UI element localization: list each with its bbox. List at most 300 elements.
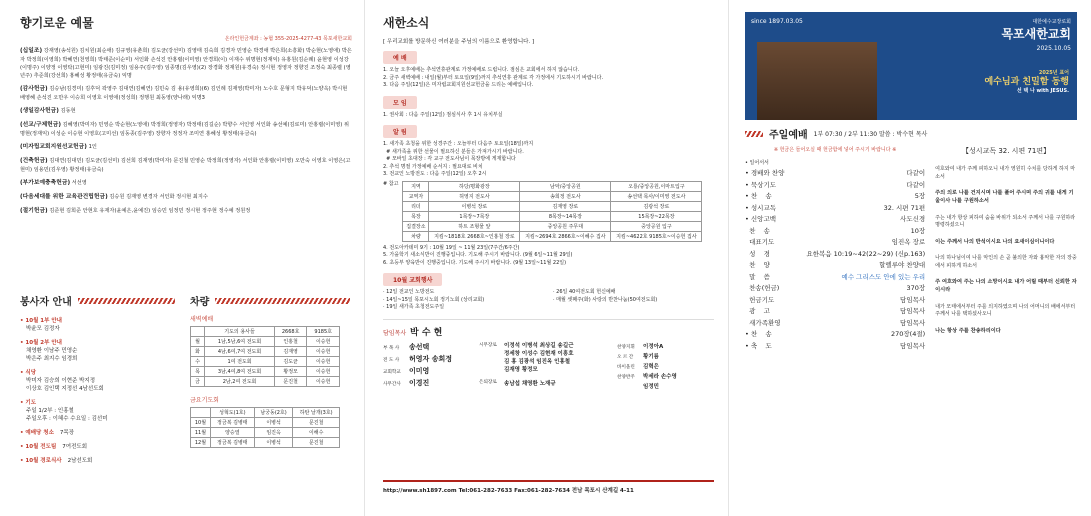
table-cell: 월	[191, 337, 205, 347]
year-motto	[984, 70, 1069, 95]
offering-names: 강재영(송석원) 김치원(최순애) 김규영(유춘희) 김도균(강선미) 김영태 김숙희 김경자 민영순 박경애 박은희(소흥화) 박순현(노영애) 박은자 박정희(이영희) 박혜연(천영희) 박태준(이순미) 서인화 손석진 안홍렬(이미영) 안경희(이) 이재수 위명현(정재익) 유홍원(김순례) 윤현영 이성강(이명주) 이양정 이영탁(고현미) 임광진(김미정) 임용주(김주영) 임종명(김우영)(2) 장경화 정재원(유경숙) 정시현 정영자 정향진 조정숙 최종렬 (영년주) 추준희(강선희) 홍혜성 황정태(유금숙) 익명	[20, 48, 352, 80]
order-value: 담임목사	[900, 295, 926, 304]
table-cell: 이해수	[293, 428, 340, 438]
staff-grid	[383, 342, 714, 392]
elders-col	[479, 342, 609, 392]
table-header-cell: 오룡/중앙공원,이마트입구	[611, 181, 702, 191]
pastor-label: 담임목사	[383, 329, 407, 337]
list-line: · 14일~15일 목포시노회 정기노회 (상리교회)	[383, 296, 485, 303]
offering-note: ※ 헌금은 들어오실 때 헌금함에 넣어 주시기 바랍니다 ※	[773, 147, 897, 153]
table-cell: 금	[191, 377, 205, 387]
list-line: # 새가족을 위한 선물이 필요하신 분들은 가져가시기 바랍니다.	[383, 148, 524, 155]
order-label: • 경배와 찬양	[745, 169, 785, 177]
table-cell: 이승헌	[307, 347, 340, 357]
table-header-cell: 남궁동(2호)	[254, 408, 293, 418]
table-header-cell: 기도의 용사들	[205, 327, 275, 337]
evangelism-block	[383, 181, 714, 242]
reading-col	[935, 146, 1077, 352]
list-line: · 매월 셋째주(화) 사랑의 반찬나눔(50여전도회)	[553, 296, 658, 303]
music-role: 오 르 간	[617, 354, 634, 360]
order-value: 다같이	[906, 169, 926, 177]
meeting-notice: 1. 권사회 : 다음 주일(12일) 점심식사 후 1시 유치부실	[383, 111, 503, 118]
responsive-reading	[935, 166, 1077, 336]
volunteer-item	[20, 316, 175, 332]
reading-verse: 주의 의로 나를 건지시며 나를 풀어 주시며 주의 귀를 내게 기울이사 나를 구원하소서	[935, 190, 1074, 204]
order-label: • 성시교독	[745, 203, 777, 212]
order-value: 할렐루야 찬양대	[879, 261, 926, 270]
list-line: · 12일 전교인 노방전도	[383, 289, 435, 295]
table-header-cell: 하당/평화광장	[429, 181, 520, 191]
table-cell: 하트 조형물 앞	[429, 221, 520, 231]
table-row	[403, 201, 702, 211]
music-role: 바이올린	[617, 364, 635, 370]
announcement-list	[383, 141, 714, 179]
music-role: 찬양지휘	[617, 344, 635, 350]
tag-announcement: 알 림	[383, 125, 417, 138]
table-cell: 송선택 목사/이미영 전도사	[611, 191, 702, 201]
order-value: 사도신경	[900, 215, 926, 224]
volunteer-panel	[20, 293, 175, 470]
staff-row	[383, 342, 471, 352]
since-date: since 1897.03.05	[751, 18, 803, 25]
table-cell: 교역자	[403, 191, 429, 201]
order-item	[745, 203, 925, 215]
order-value: 예수 그리스도 안에 있는 우리	[841, 272, 926, 281]
order-item	[745, 283, 925, 295]
offering-section	[20, 143, 352, 152]
volunteer-item	[20, 368, 175, 392]
elders-label: 시무장로	[479, 342, 497, 348]
music-row	[617, 342, 677, 350]
table-header-cell	[191, 408, 211, 418]
order-item	[745, 306, 925, 318]
table-cell: 문진철	[274, 377, 307, 387]
volunteer-value: 7여전도회	[62, 444, 88, 450]
offering-section	[20, 157, 352, 174]
order-item	[745, 226, 925, 238]
volunteer-line: 이상호 김인택 지정선 4남선도회	[26, 386, 104, 392]
motto-label: 2025년 표어	[1038, 70, 1069, 76]
table-header-cell	[191, 327, 205, 337]
music-name: 박세라 손수영	[643, 373, 677, 380]
offering-section	[20, 47, 352, 80]
list-line: 1. 새가족 초청을 위한 성경주간 : 오늘부터 다음주 토요일(18일)까지	[383, 141, 534, 147]
table-row	[191, 428, 340, 438]
order-label: 광 고	[745, 307, 770, 316]
church-banner	[745, 12, 1077, 120]
events-left	[383, 289, 533, 312]
table-cell: 김재영 장로	[520, 201, 611, 211]
table-row	[403, 221, 702, 231]
table-cell: 리더	[403, 201, 429, 211]
table-header-row	[403, 181, 702, 191]
table-cell: 이승헌	[307, 357, 340, 367]
offering-head: (건축헌금)	[20, 158, 48, 165]
table-cell: 이병석	[254, 418, 293, 428]
order-item	[745, 237, 925, 249]
table-header-cell: 하탄 날개(3호)	[293, 408, 340, 418]
table-row	[191, 357, 340, 367]
reading-verse: 내가 모태에서부터 주를 의지하였으며 나의 어머니의 배에서부터 주께서 나를 택하셨사오니	[935, 303, 1076, 318]
table-cell: 황정모	[274, 367, 307, 377]
table-cell: 2남,2여 전도회	[205, 377, 275, 387]
volunteer-item	[20, 428, 175, 436]
worship-header	[745, 126, 1077, 141]
volunteer-heading	[20, 293, 175, 308]
order-item	[745, 295, 925, 307]
order-label: 찬 송	[745, 226, 770, 235]
hatch-decoration	[745, 131, 763, 137]
reading-title: 【성시교독 32. 시편 71편】	[962, 147, 1051, 155]
order-value: 370장	[906, 284, 926, 293]
reading-verse: 주 여호와여 주는 나의 소망이시요 내가 어릴 때부터 신뢰한 자이시라	[935, 279, 1077, 294]
car-heading	[190, 293, 350, 308]
table-cell: 김재영	[274, 347, 307, 357]
volunteer-head: • 식당	[20, 370, 37, 376]
order-label: • 신앙고백	[745, 215, 777, 224]
list-line: # 모바일 초대장 : 각 교구 전도사님이 목장방에 게재합니다	[383, 156, 516, 162]
tag-worship: 예 배	[383, 51, 417, 64]
music-staff	[617, 342, 677, 392]
offering-head: (절기헌금)	[20, 208, 48, 215]
offering-names: 김혜영(박미자) 민영순 박순현(노영애) 박정희(정영자) 박정태(김길순) 박향수 서인영 서인화 송선예(김로미) 안홍렬(이미영) 위명현(정재익) 이성순 이승현 이영호(고미선) 임동종(김주영) 장향자 정정자 조미연 홍혜성 황정태(유금숙)	[20, 122, 349, 138]
staff-name: 이경진	[409, 378, 430, 387]
announcement-list-2	[383, 245, 714, 268]
offerings-title: 향기로운 예물	[20, 16, 94, 30]
worship-body	[745, 146, 1077, 352]
staff-role: 교회학교	[383, 369, 401, 375]
car-panel	[190, 293, 350, 448]
table-cell: 김광석 장로	[611, 201, 702, 211]
car-subtitle: 새벽예배	[190, 316, 214, 323]
offerings-page	[0, 0, 364, 516]
order-value: 32. 시편 71편	[883, 203, 926, 212]
duty-table	[190, 407, 340, 448]
staff-row	[383, 354, 471, 364]
table-cell: 1남,5남,6여 전도회	[205, 337, 275, 347]
volunteer-line: 주일 1/2부 : 인홍철	[26, 408, 74, 414]
order-item	[745, 191, 925, 203]
elders-list	[504, 342, 574, 375]
church-logo	[1001, 18, 1071, 52]
offering-names: 서선영	[71, 180, 87, 187]
offerings-heading	[20, 14, 352, 31]
volunteer-item	[20, 456, 175, 464]
welcome-text: [ 우리교회를 방문하신 여러분을 주님의 이름으로 환영합니다. ]	[383, 39, 535, 45]
table-cell: 목장	[403, 211, 429, 221]
offering-section	[20, 107, 352, 116]
order-value: 담임목사	[900, 307, 926, 316]
order-label: 찬송(헌금)	[745, 284, 780, 293]
order-value: 요한복음 10:19~42(22~29) (신p.163)	[806, 249, 926, 258]
list-line: 3. 전교인 노방전도 : 다음 주일(12일) 오후 2시	[383, 171, 487, 177]
volunteer-line: 박윤모 김정자	[26, 326, 60, 332]
table-header-row	[191, 408, 340, 418]
list-line: 5. 가을학기 새소식반이 진행중입니다. 기도해 주시기 바랍니다. (9월 6일~11월 29일)	[383, 252, 573, 258]
church-name: 목포새한교회	[1001, 27, 1071, 41]
retired-elders: 송남섭 채영환 노재규	[504, 380, 556, 387]
order-label: • 찬 송	[745, 330, 772, 339]
table-cell: 1여 전도회	[205, 357, 275, 367]
staff-role: 사무간사	[383, 381, 401, 387]
order-col	[745, 146, 925, 352]
table-cell: 1목장~7목장	[429, 211, 520, 221]
staff-role: 부 목 사	[383, 345, 400, 351]
music-name: 이정아A	[643, 343, 664, 350]
table-cell: 양승열	[210, 428, 254, 438]
table-row	[191, 347, 340, 357]
offering-head: (감사헌금)	[20, 86, 48, 93]
volunteer-item	[20, 398, 175, 422]
offering-section	[20, 179, 352, 188]
news-title: 새한소식	[383, 16, 430, 30]
offering-names: 김승원 김재영 변경자 서인화 정시현 최지수	[109, 194, 208, 201]
volunteer-list	[20, 316, 175, 464]
table-cell: 이병석	[254, 438, 293, 448]
table-row	[403, 191, 702, 201]
list-line: 3. 다음 주일(12일)은 미자립교회지원선교헌금을 드리는 예배입니다.	[383, 82, 534, 88]
table-cell: 11월	[191, 428, 211, 438]
events-block	[383, 289, 714, 312]
reading-verse: 이는 주께서 나의 반석이시요 나의 요새이심이니이다	[935, 238, 1055, 245]
offering-head: (선교/구제헌금)	[20, 122, 62, 129]
table-header-cell: 성혁도(1호)	[210, 408, 254, 418]
volunteer-line: 박은주 최지수 임경희	[26, 356, 78, 362]
music-row	[617, 352, 677, 360]
volunteer-title: 봉사자 안내	[20, 297, 72, 308]
table-row	[403, 231, 702, 241]
offering-head: (부가보예충축헌금)	[20, 180, 71, 187]
order-label: • 축 도	[745, 341, 772, 350]
offering-head: (십일조)	[20, 48, 43, 54]
order-item	[745, 180, 925, 192]
table-cell: 이승헌	[307, 367, 340, 377]
offering-section	[20, 207, 352, 216]
offering-head: (미자립교회지원선교헌금)	[20, 144, 87, 151]
order-value: 담임목사	[900, 341, 926, 350]
table-row	[191, 377, 340, 387]
table-row	[191, 438, 340, 448]
music-name: 황기름	[643, 353, 659, 360]
table-cell: 문진철	[293, 418, 340, 428]
order-item	[745, 318, 925, 330]
staff-list	[383, 342, 471, 392]
table-cell: 중앙공원 주무대	[520, 221, 611, 231]
staff-name: 송선택	[409, 342, 430, 351]
music-name: 임정민	[643, 383, 659, 390]
news-heading	[383, 14, 714, 31]
order-of-worship	[745, 168, 925, 352]
order-item	[745, 272, 925, 284]
order-label: 새가족환영	[745, 318, 781, 327]
table-cell: 인홍철	[274, 337, 307, 347]
duty-subtitle: 금요기도회	[190, 397, 219, 404]
reading-verse: 나는 항상 주를 찬송하리이다	[935, 327, 1001, 334]
music-row	[617, 362, 677, 370]
table-cell: 이승헌	[307, 337, 340, 347]
table-cell: 3남,4여,8여 전도회	[205, 367, 275, 377]
table-row	[191, 337, 340, 347]
order-label: • 찬 송	[745, 192, 772, 201]
offering-names: 김대연(김대민) 김도균(김선미) 김선희 김재영(박미자) 문진철 민영순 박정희(정영자) 서인화 안홍렬(이미영) 오만숙 이영호 이영은(고현미) 임용민(김우영) 황정태(유금숙)	[20, 158, 351, 174]
order-label: 성 경	[745, 249, 770, 258]
order-item	[745, 249, 925, 261]
list-line: 6. 초등부 양육반이 진행중입니다. 기도해 주시기 바랍니다. (9월 13일~11월 22일)	[383, 259, 567, 266]
staff-name: 이미영	[409, 366, 430, 375]
table-cell: 지킴~1818호 2668호~인홍철 장로	[429, 231, 520, 241]
list-line: 2. 금주 새벽예배 : 내일(월)부터 토요일(9일)까지 추석연휴 관계로 각 가정에서 기도하시기 바랍니다.	[383, 74, 604, 81]
worship-page	[728, 0, 1091, 516]
list-line: 4. 전도아카데미 9기 : 10월 19일 ~ 11월 23일(7주간/6주간)	[383, 244, 520, 251]
table-cell: 임진옥	[254, 428, 293, 438]
offering-names: 김승남(김경미) 김후덕 곽영주 김대연(김혜연) 김민숙 김 용(유영희)(6) 김인례 김재영(박미자) 노수호 문형지 박유덕(노양옥) 박시현 배영혜 손석진 오만우 이승희 이영호 이영애(정성희) 정행원 최동영(양나래) 익명3	[20, 86, 348, 102]
music-role: 찬양반주	[617, 374, 635, 380]
evangelism-table	[402, 181, 702, 242]
table-cell: 허영지 전도사	[429, 191, 520, 201]
staff-row	[383, 378, 471, 388]
table-cell: 8목장~14목장	[520, 211, 611, 221]
table-cell: 화	[191, 347, 205, 357]
offering-section	[20, 121, 352, 138]
volunteer-value: 7목장	[59, 430, 75, 436]
volunteer-head: • 10월 1부 안내	[20, 318, 62, 324]
table-row	[191, 367, 340, 377]
table-cell: 집결장소	[403, 221, 429, 231]
table-header-cell: 남악/중앙공원	[520, 181, 611, 191]
reading-verse: 주는 내가 항상 피하여 숨을 바위가 되소서 주께서 나를 구원하라 명령하셨으니	[935, 214, 1076, 229]
order-stand: • 일어서서	[745, 160, 769, 166]
table-cell: 김도균	[274, 357, 307, 367]
list-line: 1. 오늘 오후예배는 추석연휴관계로 가정예배로 드립니다. 점심은 교회에서 하지 않습니다.	[383, 67, 580, 73]
table-cell: 12월	[191, 438, 211, 448]
order-label: 헌금기도	[745, 295, 775, 304]
footer-contact: http://www.sh1897.com Tel:061-282-7633 Fax:061-282-7634 전남 목포시 산계길 4-11	[383, 480, 714, 494]
pastor-line	[383, 325, 714, 338]
staff-block	[383, 319, 714, 392]
table-cell: 지킴~2694호 2866호~이혜수 집사	[520, 231, 611, 241]
offering-sections	[20, 47, 352, 216]
offering-section	[20, 85, 352, 102]
reference-label: # 참고	[383, 180, 399, 187]
tag-meeting: 모 임	[383, 96, 417, 109]
reading-verse: 나의 하나님이여 나를 악인의 손 곧 불의한 자와 흉악한 자의 장중에서 피하게 하소서	[935, 255, 1077, 269]
pastor-name: 박 수 현	[410, 327, 443, 338]
volunteer-line: 채영환 이남주 민영순	[26, 348, 78, 354]
car-title: 차량	[190, 297, 210, 308]
order-label: 대표기도	[745, 238, 775, 247]
table-header-cell: 지역	[403, 181, 429, 191]
order-value: 10장	[910, 226, 926, 235]
volunteer-line: 박미자 김승희 이현준 박지정	[26, 378, 96, 384]
table-cell: 목	[191, 367, 205, 377]
order-label: 말 씀	[745, 272, 770, 281]
list-line: 김재영 황정모	[504, 367, 538, 374]
bulletin-date: 2025.10.05	[1036, 45, 1071, 52]
music-row	[617, 372, 677, 380]
table-cell: 수	[191, 357, 205, 367]
volunteer-line: 주일오후 : 이혜수 수요일 : 김선미	[26, 416, 108, 422]
order-value: 5장	[914, 192, 926, 201]
list-line: 2. 추석 명절 가정예배 순서지 : 필요대로 비치	[383, 163, 483, 170]
order-label: • 묵상기도	[745, 180, 777, 189]
table-cell: 정금복 김병태	[210, 438, 254, 448]
offering-names: 1인	[88, 144, 97, 151]
table-cell: 4남,6여,7여 전도회	[205, 347, 275, 357]
offering-head: (다음세대를 위한 교육관건립헌금)	[20, 194, 108, 201]
order-value: 임진옥 장로	[891, 238, 926, 247]
list-line: · 26일 40여전도회 헌신예배	[553, 289, 616, 295]
table-cell: 지킴~4622호 9185호~이승헌 집사	[611, 231, 702, 241]
news-page	[364, 0, 728, 516]
motto-sub: 선 택 나 with JESUS.	[1016, 88, 1069, 95]
table-header-cell: 2668호	[274, 327, 307, 337]
table-cell: 15목장~22목장	[611, 211, 702, 221]
car-table	[190, 326, 340, 387]
volunteer-head: • 10월 2부 안내	[20, 340, 62, 346]
list-line: · 19일 새가족 초청전도주일	[383, 304, 445, 310]
church-building-image	[757, 42, 877, 120]
account-info: 온라인헌금계좌 : 농협 355-2025-4277-43 목포새한교회	[224, 36, 352, 42]
order-item	[745, 341, 925, 353]
offering-names: 김동현	[60, 108, 76, 115]
volunteer-head: • 기도	[20, 400, 37, 406]
table-cell: 정금복 김병태	[210, 418, 254, 428]
volunteer-head: • 10월 전도팀	[20, 444, 57, 450]
volunteer-head: • 10월 경로식사	[20, 458, 62, 464]
staff-name: 허영자 송희정	[409, 354, 453, 363]
hatch-decoration	[215, 298, 350, 304]
table-row	[403, 211, 702, 221]
tag-events: 10월 교회행사	[383, 273, 442, 286]
order-item	[745, 329, 925, 341]
table-cell: 문진철	[293, 438, 340, 448]
order-item	[745, 214, 925, 226]
table-cell: 중앙공원 입구	[611, 221, 702, 231]
music-row	[617, 382, 677, 390]
offering-head: (생일감사헌금)	[20, 108, 59, 115]
denomination: 대한예수교장로회	[1032, 19, 1071, 25]
worship-notices	[383, 67, 714, 90]
table-header-row	[191, 327, 340, 337]
volunteer-value: 2남선도회	[67, 458, 93, 464]
list-line: 김 홍 김광석 임진옥 인홍철	[504, 359, 571, 365]
table-row	[191, 418, 340, 428]
table-cell: 차량	[403, 231, 429, 241]
table-cell: 이병석 장로	[429, 201, 520, 211]
offering-names: 김준현 김희준 안현호 유재자(윤예은,윤예진) 임승민 임정민 정시현 정주현 정수예 정원정	[49, 208, 251, 215]
volunteer-item	[20, 338, 175, 362]
volunteer-item	[20, 442, 175, 450]
order-value: 다같이	[906, 180, 926, 189]
staff-role: 전 도 사	[383, 357, 400, 363]
volunteer-head: • 예배당 청소	[20, 430, 54, 436]
offering-section	[20, 193, 352, 202]
reading-verse: 여호와여 내가 주께 피하오니 내가 영원히 수치를 당하게 하지 마소서	[935, 166, 1076, 180]
worship-title: 주일예배	[769, 130, 808, 141]
table-header-cell: 9185호	[307, 327, 340, 337]
table-cell: 송희정 전도사	[520, 191, 611, 201]
order-label: 찬 양	[745, 261, 770, 270]
worship-times: 1부 07:30 / 2부 11:30 말씀 : 박수현 목사	[813, 131, 928, 138]
staff-row	[383, 366, 471, 376]
table-cell: 10월	[191, 418, 211, 428]
order-value: 담임목사	[900, 318, 926, 327]
list-line: 이정석 이병석 최상길 송길근	[504, 342, 574, 349]
hatch-decoration	[78, 298, 175, 304]
motto-text: 예수님과 친밀함 동행	[984, 76, 1069, 87]
order-value: 270장(4절)	[891, 330, 926, 339]
events-right	[553, 289, 657, 312]
